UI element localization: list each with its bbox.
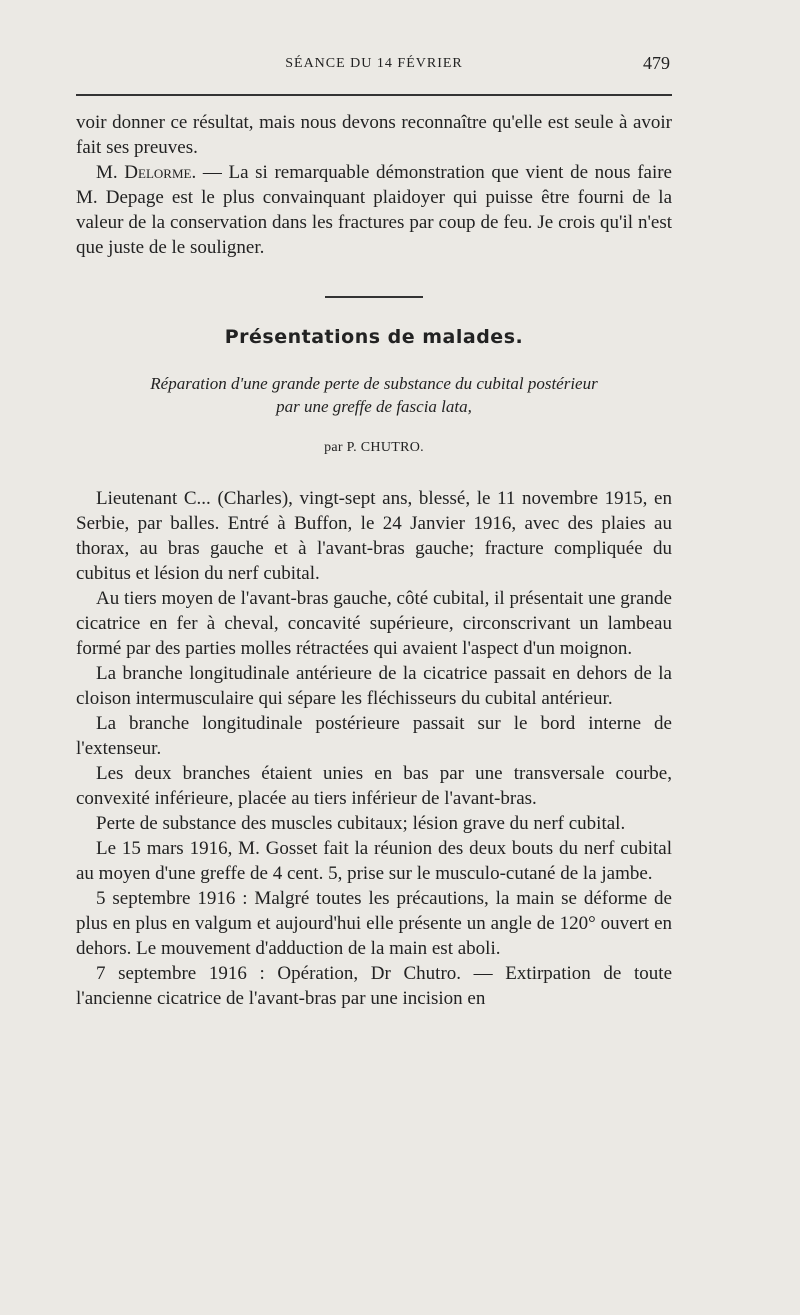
page-header [76, 52, 672, 78]
case-paragraph-1: Lieutenant C... (Charles), vingt-sept ans, blessé, le 11 novembre 1915, en Serbie, par balles. Entré à Buffon, le 24 Janvier 1916, avec des plaies au thorax, au bras gauche et à l'avant-bras gauche; fracture compliquée du cubitus et lésion du nerf cubital. [76, 488, 672, 584]
header-rule [76, 94, 672, 96]
case-paragraph-3: La branche longitudinale antérieure de la cicatrice passait en dehors de la cloison intermusculaire qui sépare les fléchisseurs du cubital antérieur. [76, 663, 672, 709]
case-paragraph-6: Perte de substance des muscles cubitaux; lésion grave du nerf cubital. [96, 813, 626, 834]
case-paragraph-2: Au tiers moyen de l'avant-bras gauche, côté cubital, il présentait une grande cicatrice en fer à cheval, concavité supérieure, circonscrivant un lambeau formé par des parties molles rétractées qui avaient l'aspect d'un moignon. [76, 588, 672, 659]
article-byline: par P. CHUTRO. [324, 440, 424, 455]
continuation-paragraph: voir donner ce résultat, mais nous devons reconnaître qu'elle est seule à avoir fait ses preuves. [76, 112, 672, 158]
article-title [76, 372, 672, 418]
delorme-paragraph [76, 160, 672, 260]
article-title-line-1: Réparation d'une grande perte de substance du cubital postérieur [150, 374, 598, 393]
article-title-line-2: par une greffe de fascia lata, [276, 397, 472, 416]
case-paragraph-7: Le 15 mars 1916, M. Gosset fait la réunion des deux bouts du nerf cubital au moyen d'une greffe de 4 cent. 5, prise sur le musculo-cutané de la jambe. [76, 838, 672, 884]
page-body [76, 110, 672, 1011]
page-number: 479 [643, 53, 670, 73]
case-paragraph-5: Les deux branches étaient unies en bas par une transversale courbe, convexité inférieure, placée au tiers inférieur de l'avant-bras. [76, 763, 672, 809]
case-paragraph-8: 5 septembre 1916 : Malgré toutes les précautions, la main se déforme de plus en plus en valgum et aujourd'hui elle présente un angle de 120° ouvert en dehors. Le mouvement d'adduction de la main est aboli. [76, 888, 672, 959]
speaker-name: M. Delorme. [96, 162, 197, 183]
speaker-remarks: — La si remarquable démonstration que vient de nous faire M. Depage est le plus convainquant plaidoyer qui puisse être fourni de la valeur de la conservation dans les fractures par coup de feu. Je crois qu'il n'est que juste de le souligner. [76, 162, 672, 258]
case-report [76, 486, 672, 1011]
case-paragraph-4: La branche longitudinale postérieure passait sur le bord interne de l'extenseur. [76, 713, 672, 759]
section-title: Présentations de malades. [224, 326, 524, 348]
section-divider [325, 296, 423, 298]
running-head: SÉANCE DU 14 FÉVRIER [285, 56, 463, 71]
case-paragraph-9: 7 septembre 1916 : Opération, Dr Chutro. — Extirpation de toute l'ancienne cicatrice de l'avant-bras par une incision en [76, 963, 672, 1009]
